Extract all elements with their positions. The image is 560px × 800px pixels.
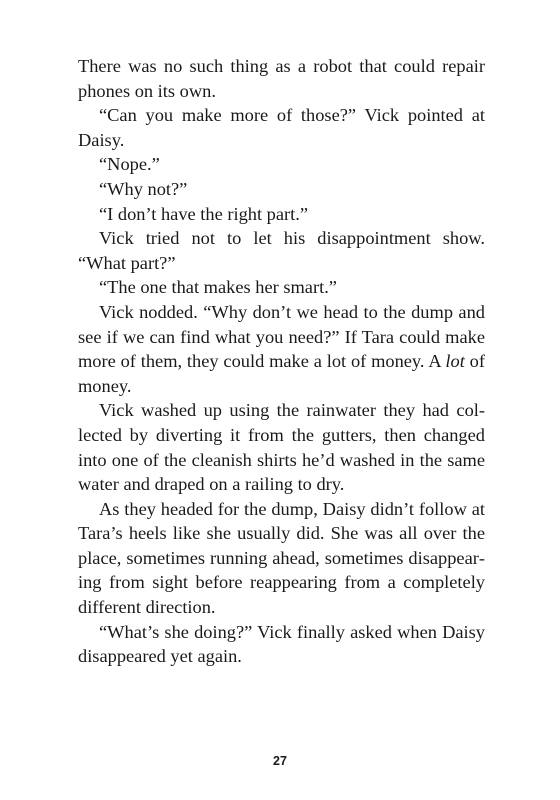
paragraph [78,300,485,398]
paragraph [78,275,485,300]
text-segment: “The one that makes her smart.” [99,277,337,298]
paragraph [78,54,485,103]
paragraph [78,152,485,177]
text-segment: Vick tried not to let his disappointment show. “What part?” [78,228,485,273]
paragraph [78,497,485,620]
text-segment: of money. [78,351,485,396]
text-segment: “What’s she doing?” Vick finally asked when Daisy disappeared yet again. [78,621,485,667]
page-number: 27 [273,754,287,768]
paragraph [78,620,485,669]
body-text [78,54,485,669]
text-segment: “Nope.” [99,154,160,175]
paragraph [78,177,485,202]
italic-text: lot [445,351,465,372]
text-segment: “I don’t have the right part.” [99,203,309,224]
text-segment: There was no such thing as a robot that could repair phones on its own. [78,56,485,101]
text-segment: Vick nodded. “Why don’t we head to the dump and see if we can find what you need?” If Tara could make more of them, they could make a lot of money. A [78,301,485,372]
text-segment: “Can you make more of those?” Vick pointed at Daisy. [78,105,485,150]
text-segment: Vick washed up using the rainwater they had collected by diverting it from the gutters, then changed into one of the cleanish shirts he’d washed in the same water and draped on a railing to dry. [78,400,485,495]
text-segment: “Why not?” [99,178,188,199]
paragraph [78,226,485,275]
paragraph [78,398,485,496]
paragraph [78,103,485,152]
paragraph [78,202,485,227]
text-segment: As they headed for the dump, Daisy didn’t follow at Tara’s heels like she usually did. She was all over the place, sometimes running ahead, sometimes disappearing from sight before reappearing from a completely different direction. [78,498,485,618]
